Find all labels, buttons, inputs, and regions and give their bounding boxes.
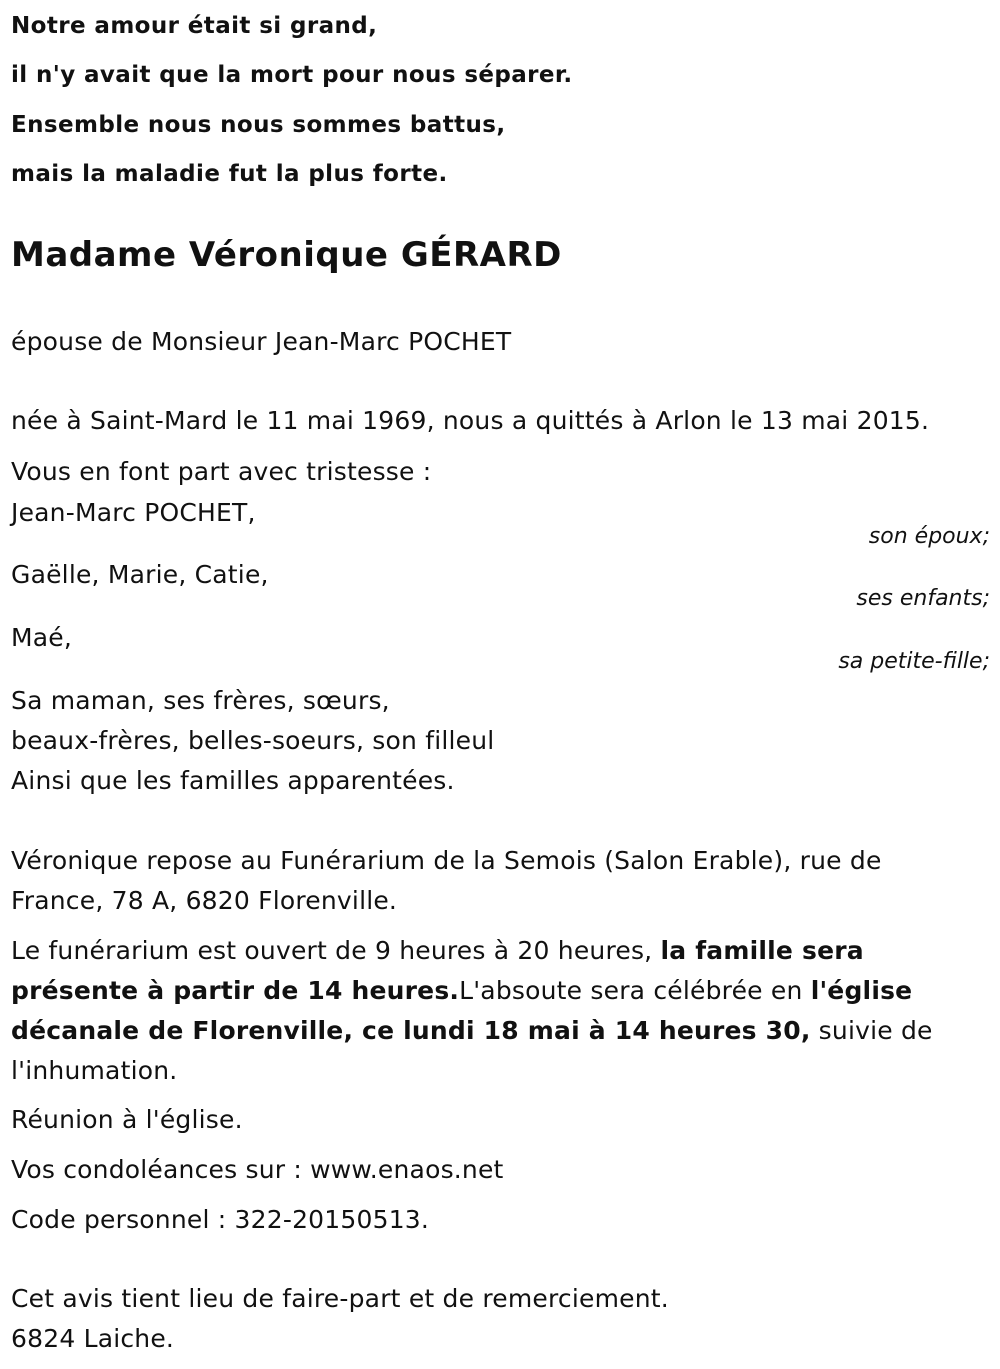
funeral-line-4: l'inhumation. (11, 1056, 178, 1085)
family-names-children: Gaëlle, Marie, Catie, (11, 560, 269, 589)
family-role-spouse: son époux; (868, 524, 990, 549)
funeral-line-2-bold-2: l'église (810, 976, 913, 1005)
condolences-line: Vos condoléances sur : www.enaos.net (11, 1155, 504, 1184)
poem-line-4: mais la maladie fut la plus forte. (11, 161, 448, 187)
funeral-line-2-bold: présente à partir de 14 heures. (11, 976, 460, 1005)
family-names-granddaughter: Maé, (11, 623, 73, 652)
family-names-spouse: Jean-Marc POCHET, (11, 498, 256, 527)
other-family-line-1: Sa maman, ses frères, sœurs, (11, 686, 390, 715)
poem-line-1: Notre amour était si grand, (11, 13, 378, 39)
other-family-line-3: Ainsi que les familles apparentées. (11, 766, 455, 795)
other-family-line-2: beaux-frères, belles-soeurs, son filleul (11, 726, 495, 755)
funeral-line-2 (11, 975, 912, 1007)
funeral-line-1-bold: la famille sera (660, 936, 864, 965)
spouse-line: épouse de Monsieur Jean-Marc POCHET (11, 327, 512, 356)
funeral-line-1-text: Le funérarium est ouvert de 9 heures à 20 heures, (11, 936, 661, 965)
funeral-line-3-bold: décanale de Florenville, ce lundi 18 mai à 14 heures 30, (11, 1016, 811, 1045)
poem-line-2: il n'y avait que la mort pour nous séparer. (11, 62, 573, 88)
deceased-name: Madame Véronique GÉRARD (11, 235, 562, 275)
locality-line: 6824 Laiche. (11, 1324, 175, 1353)
family-role-granddaughter: sa petite-fille; (838, 649, 990, 674)
rest-place-line-2: France, 78 A, 6820 Florenville. (11, 886, 398, 915)
code-line: Code personnel : 322-20150513. (11, 1205, 430, 1234)
birth-death-line: née à Saint-Mard le 11 mai 1969, nous a quittés à Arlon le 13 mai 2015. (11, 406, 930, 435)
rest-place-line-1: Véronique repose au Funérarium de la Semois (Salon Erable), rue de (11, 846, 882, 875)
funeral-line-1 (11, 935, 864, 967)
funeral-line-3 (11, 1015, 933, 1047)
poem-line-3: Ensemble nous nous sommes battus, (11, 112, 506, 138)
funeral-line-3-text: suivie de (810, 1016, 933, 1045)
reunion-line: Réunion à l'église. (11, 1105, 243, 1134)
closing-line: Cet avis tient lieu de faire-part et de remerciement. (11, 1284, 669, 1313)
funeral-line-2-text: L'absoute sera célébrée en (459, 976, 811, 1005)
family-role-children: ses enfants; (856, 586, 990, 611)
announce-intro: Vous en font part avec tristesse : (11, 457, 432, 486)
